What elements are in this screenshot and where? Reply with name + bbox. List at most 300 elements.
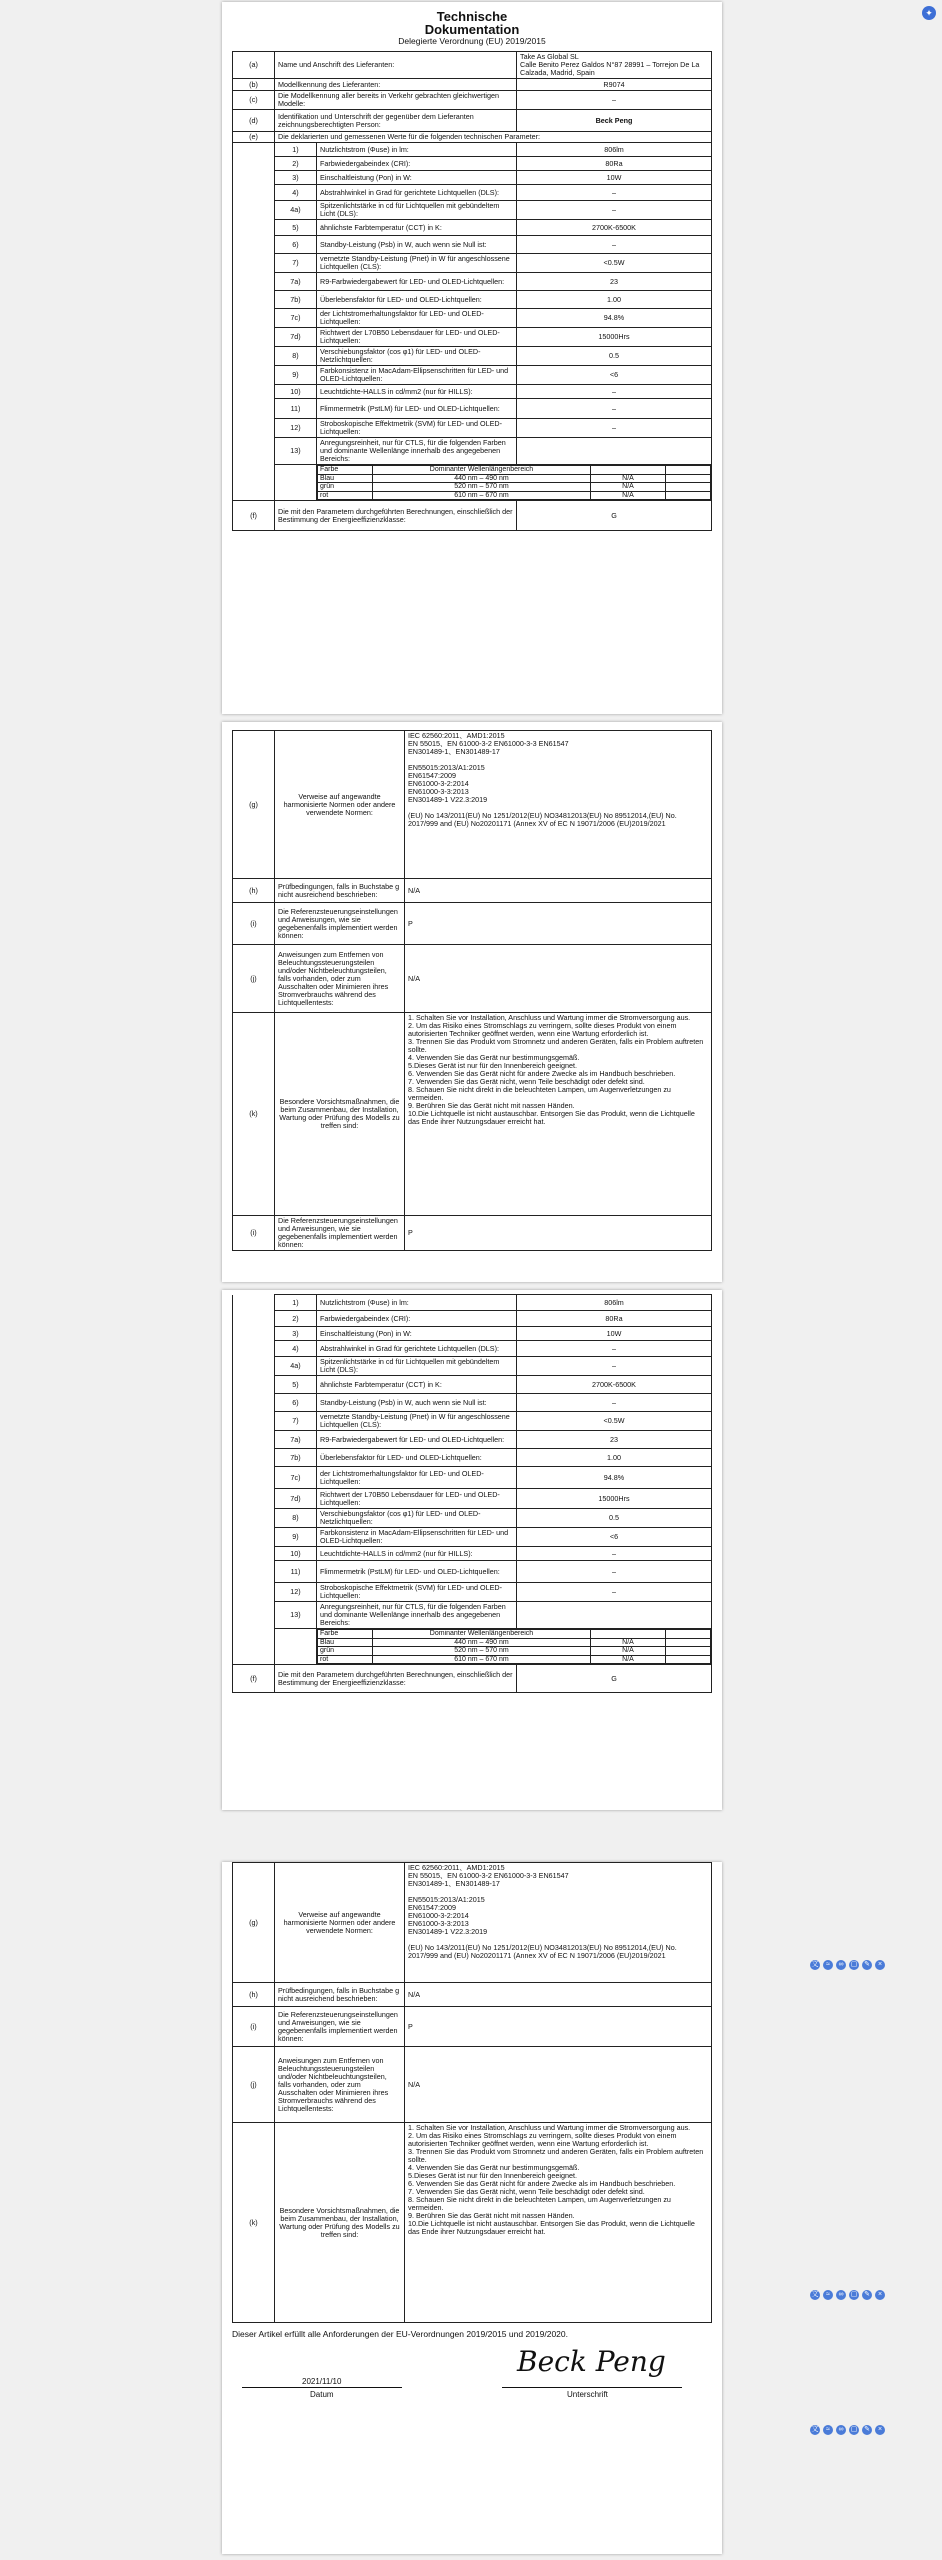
table-cell: [233, 1431, 275, 1449]
table-cell: [233, 465, 275, 501]
param-number: 8): [275, 1509, 317, 1528]
table-cell: [275, 465, 317, 501]
param-row: [233, 1357, 712, 1376]
range-header: Dominanter Wellenlängenbereich: [373, 1630, 591, 1639]
spec-row: [233, 1013, 712, 1216]
row-label: Die deklarierten und gemessenen Werte für die folgenden technischen Parameter:: [275, 132, 712, 143]
param-value: <6: [517, 366, 712, 385]
param-row: [233, 1431, 712, 1449]
param-value: 806lm: [517, 143, 712, 157]
param-value: <0.5W: [517, 254, 712, 273]
title-line-2: Dokumentation: [424, 22, 520, 37]
table-cell: [233, 1629, 275, 1665]
param-label: Farbkonsistenz in MacAdam-Ellipsenschritten für LED- und OLED-Lichtquellen:: [317, 1528, 517, 1547]
row-label: Besondere Vorsichtsmaßnahmen, die beim Zusammenbau, der Installation, Wartung oder Prüfung des Modells zu treffen sind:: [275, 2123, 405, 2323]
param-label: Spitzenlichtstärke in cd für Lichtquellen mit gebündeltem Licht (DLS):: [317, 1357, 517, 1376]
row-label: Die mit den Parametern durchgeführten Berechnungen, einschließlich der Bestimmung der Energieeffizienzklasse:: [275, 1665, 517, 1693]
color-name: Blau: [318, 474, 373, 483]
row-value: N/A: [405, 879, 712, 903]
color-name: rot: [318, 491, 373, 500]
spec-row: [233, 731, 712, 879]
color-header: Farbe: [318, 1630, 373, 1639]
param-number: 8): [275, 347, 317, 366]
color-name: grün: [318, 483, 373, 492]
close-icon[interactable]: ×: [875, 2425, 885, 2435]
param-row: [233, 1449, 712, 1467]
color-range: 610 nm – 670 nm: [373, 1655, 591, 1664]
table-cell: [233, 1583, 275, 1602]
row-label: Verweise auf angewandte harmonisierte Normen oder andere verwendete Normen:: [275, 1863, 405, 1983]
row-value: IEC 62560:2011、AMD1:2015 EN 55015、EN 61000-3-2 EN61000-3-3 EN61547 EN301489-1、EN301489-17 EN55015:2013/A1:2015 EN61547:2009 EN61000-3-2:2014 EN61000-3-3:2013 EN301489-1 V22.3:2019 (EU) No 143/2011(EU) No 1251/2012(EU) NO34812013(EU) No 89512014,(EU) No. 2017/999 and (EU) No20201171 (Annex XV of EC N 19071/2006 (EU)2019/2021: [405, 1863, 712, 1983]
translate-tool-icon[interactable]: 文: [811, 1961, 819, 1968]
param-label: Anregungsreinheit, nur für CTLS, für die folgenden Farben und dominante Wellenlänge innerhalb des angegebenen Bereichs:: [317, 1602, 517, 1629]
color-name: rot: [318, 1655, 373, 1664]
table-cell: [233, 171, 275, 185]
param-number: 10): [275, 385, 317, 399]
table-cell: [233, 347, 275, 366]
link-icon[interactable]: ∞: [836, 2290, 846, 2300]
spec-table-page-4: [232, 1862, 712, 2323]
spec-row: [233, 945, 712, 1013]
param-label: der Lichtstromerhaltungsfaktor für LED- und OLED-Lichtquellen:: [317, 1467, 517, 1489]
table-cell: [233, 201, 275, 220]
param-label: Standby-Leistung (Psb) in W, auch wenn sie Null ist:: [317, 1394, 517, 1412]
document-page-3: [222, 1290, 722, 1810]
row-value: Beck Peng: [517, 110, 712, 132]
title-line-1: Technische: [436, 9, 508, 24]
param-label: R9-Farbwiedergabewert für LED- und OLED-Lichtquellen:: [317, 273, 517, 291]
param-label: Nutzlichtstrom (Φuse) in lm:: [317, 1295, 517, 1311]
table-cell: [666, 483, 711, 492]
param-label: Stroboskopische Effektmetrik (SVM) für LED- und OLED-Lichtquellen:: [317, 419, 517, 438]
row-key: (i): [233, 2007, 275, 2047]
table-cell: [233, 1327, 275, 1341]
row-label: Die Referenzsteuerungseinstellungen und Anweisungen, wie sie gegebenenfalls implementiert werden können:: [275, 903, 405, 945]
link-icon[interactable]: ∞: [836, 1960, 846, 1970]
table-cell: [233, 157, 275, 171]
param-number: 13): [275, 438, 317, 465]
param-label: Standby-Leistung (Psb) in W, auch wenn sie Null ist:: [317, 236, 517, 254]
param-number: 9): [275, 366, 317, 385]
param-number: 12): [275, 419, 317, 438]
table-cell: [233, 309, 275, 328]
param-label: Abstrahlwinkel in Grad für gerichtete Lichtquellen (DLS):: [317, 185, 517, 201]
wifi-icon[interactable]: ≈: [823, 1960, 833, 1970]
color-value: N/A: [591, 1647, 666, 1656]
close-icon[interactable]: ×: [875, 2290, 885, 2300]
row-key: (c): [233, 91, 275, 110]
param-label: Leuchtdichte-HALLS in cd/mm2 (nur für HILLS):: [317, 385, 517, 399]
row-value: P: [405, 903, 712, 945]
document-page-2: [222, 722, 722, 1282]
param-value: 10W: [517, 1327, 712, 1341]
spec-row: [233, 501, 712, 531]
translate-tool-icon[interactable]: 文: [811, 2426, 819, 2433]
param-number: 4a): [275, 1357, 317, 1376]
param-row: [233, 1341, 712, 1357]
param-value: 2700K-6500K: [517, 220, 712, 236]
param-value: <0.5W: [517, 1412, 712, 1431]
spec-row: [233, 52, 712, 79]
color-table-row: [233, 465, 712, 501]
copy-icon[interactable]: ▢: [850, 2426, 858, 2433]
spec-table-page-2: [232, 730, 712, 1251]
param-number: 4a): [275, 201, 317, 220]
param-value: 0.5: [517, 1509, 712, 1528]
param-value: 2700K-6500K: [517, 1376, 712, 1394]
param-number: 9): [275, 1528, 317, 1547]
color-name: Blau: [318, 1638, 373, 1647]
table-cell: [233, 1467, 275, 1489]
table-cell: [233, 1489, 275, 1509]
table-cell: [666, 1630, 711, 1639]
param-row: [233, 1602, 712, 1629]
param-value: 0.5: [517, 347, 712, 366]
edit-icon[interactable]: ✎: [862, 1960, 872, 1970]
table-cell: [233, 291, 275, 309]
range-header: Dominanter Wellenlängenbereich: [373, 466, 591, 475]
param-label: ähnlichste Farbtemperatur (CCT) in K:: [317, 220, 517, 236]
param-row: [233, 1311, 712, 1327]
color-name: grün: [318, 1647, 373, 1656]
signature-line: [502, 2387, 682, 2388]
color-value: N/A: [591, 1655, 666, 1664]
color-table-row: [233, 1629, 712, 1665]
spec-row: [233, 110, 712, 132]
table-cell: [666, 466, 711, 475]
table-cell: [666, 1638, 711, 1647]
param-row: [233, 1489, 712, 1509]
spec-table-page-1: [232, 51, 712, 531]
table-cell: [233, 399, 275, 419]
translate-tool-icon[interactable]: 文: [811, 2291, 819, 2298]
param-row: [233, 171, 712, 185]
param-number: 13): [275, 1602, 317, 1629]
spec-row: [233, 2047, 712, 2123]
table-cell: [233, 143, 275, 157]
param-number: 6): [275, 1394, 317, 1412]
row-key: (h): [233, 1983, 275, 2007]
param-row: [233, 1509, 712, 1528]
side-toolbar-3[interactable]: [810, 2425, 885, 2435]
row-value: R9074: [517, 79, 712, 91]
param-number: 3): [275, 1327, 317, 1341]
row-label: Besondere Vorsichtsmaßnahmen, die beim Zusammenbau, der Installation, Wartung oder Prüfung des Modells zu treffen sind:: [275, 1013, 405, 1216]
param-row: [233, 385, 712, 399]
row-label: Verweise auf angewandte harmonisierte Normen oder andere verwendete Normen:: [275, 731, 405, 879]
param-label: Einschaltleistung (Pon) in W:: [317, 1327, 517, 1341]
param-number: 1): [275, 143, 317, 157]
param-value: [517, 1602, 712, 1629]
param-number: 5): [275, 1376, 317, 1394]
param-label: Anregungsreinheit, nur für CTLS, für die folgenden Farben und dominante Wellenlänge innerhalb des angegebenen Bereichs:: [317, 438, 517, 465]
color-range: 610 nm – 670 nm: [373, 491, 591, 500]
param-number: 7d): [275, 1489, 317, 1509]
param-number: 7b): [275, 291, 317, 309]
row-key: (k): [233, 1013, 275, 1216]
param-number: 7c): [275, 309, 317, 328]
param-label: ähnlichste Farbtemperatur (CCT) in K:: [317, 1376, 517, 1394]
param-value: –: [517, 236, 712, 254]
row-label: Identifikation und Unterschrift der gegenüber dem Lieferanten zeichnungsberechtigten Person:: [275, 110, 517, 132]
param-value: 23: [517, 1431, 712, 1449]
spec-table-page-3: [232, 1294, 712, 1693]
signature-image: Beck Peng: [517, 2345, 666, 2378]
table-cell: [233, 366, 275, 385]
param-row: [233, 347, 712, 366]
table-cell: [666, 474, 711, 483]
param-label: Verschiebungsfaktor (cos φ1) für LED- und OLED-Netzlichtquellen:: [317, 1509, 517, 1528]
table-cell: [233, 1311, 275, 1327]
subtitle: Delegierte Verordnung (EU) 2019/2015: [398, 36, 546, 46]
param-row: [233, 1547, 712, 1561]
param-value: 1.00: [517, 291, 712, 309]
param-label: Farbwiedergabeindex (CRI):: [317, 1311, 517, 1327]
param-row: [233, 328, 712, 347]
color-value: N/A: [591, 483, 666, 492]
table-cell: [233, 1394, 275, 1412]
row-value: N/A: [405, 945, 712, 1013]
row-value: N/A: [405, 1983, 712, 2007]
row-label: Prüfbedingungen, falls in Buchstabe g nicht ausreichend beschrieben:: [275, 879, 405, 903]
param-row: [233, 220, 712, 236]
row-key: (e): [233, 132, 275, 143]
param-label: Flimmermetrik (PstLM) für LED- und OLED-Lichtquellen:: [317, 1561, 517, 1583]
row-value: –: [517, 91, 712, 110]
row-key: (h): [233, 879, 275, 903]
table-cell: [317, 1629, 712, 1665]
row-value: G: [517, 501, 712, 531]
param-row: [233, 309, 712, 328]
table-cell: [233, 1341, 275, 1357]
param-value: 23: [517, 273, 712, 291]
param-row: [233, 1583, 712, 1602]
table-cell: [233, 236, 275, 254]
spec-row: [233, 1983, 712, 2007]
param-value: 94.8%: [517, 1467, 712, 1489]
table-cell: [233, 273, 275, 291]
row-key: (j): [233, 945, 275, 1013]
row-value: 1. Schalten Sie vor Installation, Anschluss und Wartung immer die Stromversorgung aus. 2. Um das Risiko eines Stromschlags zu verringern, sollte dieses Produkt von einem autorisierten Techniker geöffnet werden, wenn eine Wartung erforderlich ist. 3. Trennen Sie das Produkt vom Stromnetz und anderen Geräten, falls ein Problem auftreten sollte. 4. Verwenden Sie das Gerät nur bestimmungsgemäß. 5.Dieses Gerät ist nur für den Innenbereich geeignet. 6. Verwenden Sie das Gerät nicht für andere Zwecke als im Handbuch beschrieben. 7. Verwenden Sie das Gerät nicht, wenn Teile beschädigt oder defekt sind. 8. Schauen Sie nicht direkt in die beleuchteten Lampen, um Augenverletzungen zu vermeiden. 9. Berühren Sie das Gerät nicht mit nassen Händen. 10.Die Lichtquelle ist nicht austauschbar. Entsorgen Sie das Produkt, wenn die Lichtquelle das Ende ihrer Nutzungsdauer erreicht hat.: [405, 2123, 712, 2323]
edit-icon[interactable]: ✎: [862, 2425, 872, 2435]
spec-row: [233, 2123, 712, 2323]
param-label: Nutzlichtstrom (Φuse) in lm:: [317, 143, 517, 157]
table-cell: [233, 419, 275, 438]
param-number: 4): [275, 185, 317, 201]
param-label: Überlebensfaktor für LED- und OLED-Lichtquellen:: [317, 1449, 517, 1467]
color-range: 440 nm – 490 nm: [373, 1638, 591, 1647]
param-row: [233, 157, 712, 171]
param-row: [233, 291, 712, 309]
row-key: (f): [233, 1665, 275, 1693]
param-value: –: [517, 419, 712, 438]
table-cell: [233, 1412, 275, 1431]
row-value: N/A: [405, 2047, 712, 2123]
color-value: N/A: [591, 474, 666, 483]
side-toolbar-2[interactable]: [810, 2290, 885, 2300]
row-value: Take As Global SL Calle Benito Perez Galdos N°87 28991 – Torrejon De La Calzada, Madrid, Spain: [517, 52, 712, 79]
signature-label: Unterschrift: [567, 2390, 608, 2399]
table-cell: [233, 1547, 275, 1561]
table-cell: [233, 1295, 275, 1311]
param-label: Leuchtdichte-HALLS in cd/mm2 (nur für HILLS):: [317, 1547, 517, 1561]
param-row: [233, 438, 712, 465]
table-cell: [233, 328, 275, 347]
copy-icon[interactable]: ▢: [850, 2291, 858, 2298]
translate-icon[interactable]: ✦: [922, 6, 936, 20]
param-value: 80Ra: [517, 157, 712, 171]
param-row: [233, 1412, 712, 1431]
param-value: –: [517, 1583, 712, 1602]
param-number: 10): [275, 1547, 317, 1561]
param-row: [233, 1528, 712, 1547]
color-value: N/A: [591, 1638, 666, 1647]
spec-row: [233, 1863, 712, 1983]
param-row: [233, 1295, 712, 1311]
param-label: Stroboskopische Effektmetrik (SVM) für LED- und OLED-Lichtquellen:: [317, 1583, 517, 1602]
param-row: [233, 254, 712, 273]
row-label: Anweisungen zum Entfernen von Beleuchtungssteuerungsteilen und/oder Nichtbeleuchtungsteilen, falls vorhanden, oder zum Ausschalten oder Minimieren ihres Stromverbrauchs während des Lichtquellentests:: [275, 2047, 405, 2123]
wifi-icon[interactable]: ≈: [823, 2290, 833, 2300]
param-number: 5): [275, 220, 317, 236]
param-value: –: [517, 1394, 712, 1412]
color-range: 520 nm – 570 nm: [373, 483, 591, 492]
table-cell: [666, 1655, 711, 1664]
row-key: (k): [233, 2123, 275, 2323]
spec-row: [233, 132, 712, 143]
param-number: 6): [275, 236, 317, 254]
table-cell: [233, 1357, 275, 1376]
row-value: P: [405, 1216, 712, 1251]
table-cell: [233, 385, 275, 399]
param-label: Richtwert der L70B50 Lebensdauer für LED- und OLED-Lichtquellen:: [317, 328, 517, 347]
param-row: [233, 1467, 712, 1489]
spec-row: [233, 79, 712, 91]
row-label: Die Referenzsteuerungseinstellungen und Anweisungen, wie sie gegebenenfalls implementiert werden können:: [275, 2007, 405, 2047]
color-table: [317, 1629, 711, 1664]
param-row: [233, 1394, 712, 1412]
param-value: –: [517, 1357, 712, 1376]
param-number: 7c): [275, 1467, 317, 1489]
param-number: 11): [275, 1561, 317, 1583]
param-number: 4): [275, 1341, 317, 1357]
row-key: (i): [233, 903, 275, 945]
row-value: IEC 62560:2011、AMD1:2015 EN 55015、EN 61000-3-2 EN61000-3-3 EN61547 EN301489-1、EN301489-17 EN55015:2013/A1:2015 EN61547:2009 EN61000-3-2:2014 EN61000-3-3:2013 EN301489-1 V22.3:2019 (EU) No 143/2011(EU) No 1251/2012(EU) NO34812013(EU) No 89512014,(EU) No. 2017/999 and (EU) No20201171 (Annex XV of EC N 19071/2006 (EU)2019/2021: [405, 731, 712, 879]
param-label: Farbkonsistenz in MacAdam-Ellipsenschritten für LED- und OLED-Lichtquellen:: [317, 366, 517, 385]
table-cell: [233, 1528, 275, 1547]
table-cell: [233, 438, 275, 465]
color-table: [317, 465, 711, 500]
spec-row: [233, 903, 712, 945]
param-label: Spitzenlichtstärke in cd für Lichtquellen mit gebündeltem Licht (DLS):: [317, 201, 517, 220]
row-label: Die mit den Parametern durchgeführten Berechnungen, einschließlich der Bestimmung der Energieeffizienzklasse:: [275, 501, 517, 531]
param-label: vernetzte Standby-Leistung (Pnet) in W für angeschlossene Lichtquellen (CLS):: [317, 254, 517, 273]
param-label: R9-Farbwiedergabewert für LED- und OLED-Lichtquellen:: [317, 1431, 517, 1449]
param-row: [233, 1327, 712, 1341]
compliance-statement: Dieser Artikel erfüllt alle Anforderungen der EU-Verordnungen 2019/2015 und 2019/2020.: [232, 2329, 568, 2339]
param-value: –: [517, 1547, 712, 1561]
copy-icon[interactable]: ▢: [850, 1961, 858, 1968]
color-range: 440 nm – 490 nm: [373, 474, 591, 483]
table-cell: [233, 1509, 275, 1528]
document-page-4: [222, 1862, 722, 2554]
param-row: [233, 273, 712, 291]
param-number: 3): [275, 171, 317, 185]
param-row: [233, 399, 712, 419]
table-cell: [666, 1647, 711, 1656]
param-number: 12): [275, 1583, 317, 1602]
table-cell: [233, 1602, 275, 1629]
param-value: 806lm: [517, 1295, 712, 1311]
link-icon[interactable]: ∞: [836, 2425, 846, 2435]
table-cell: [591, 466, 666, 475]
row-value: P: [405, 2007, 712, 2047]
param-label: Einschaltleistung (Pon) in W:: [317, 171, 517, 185]
row-key: (d): [233, 110, 275, 132]
param-label: vernetzte Standby-Leistung (Pnet) in W für angeschlossene Lichtquellen (CLS):: [317, 1412, 517, 1431]
param-value: –: [517, 185, 712, 201]
param-label: Abstrahlwinkel in Grad für gerichtete Lichtquellen (DLS):: [317, 1341, 517, 1357]
param-row: [233, 1561, 712, 1583]
param-number: 2): [275, 157, 317, 171]
edit-icon[interactable]: ✎: [862, 2290, 872, 2300]
row-label: Anweisungen zum Entfernen von Beleuchtungssteuerungsteilen und/oder Nichtbeleuchtungsteilen, falls vorhanden, oder zum Ausschalten oder Minimieren ihres Stromverbrauchs während des Lichtquellentests:: [275, 945, 405, 1013]
param-number: 2): [275, 1311, 317, 1327]
row-key: (f): [233, 501, 275, 531]
param-label: Flimmermetrik (PstLM) für LED- und OLED-Lichtquellen:: [317, 399, 517, 419]
table-cell: [275, 1629, 317, 1665]
color-value: N/A: [591, 491, 666, 500]
row-value: G: [517, 1665, 712, 1693]
param-row: [233, 1376, 712, 1394]
row-key: (g): [233, 731, 275, 879]
param-value: 15000Hrs: [517, 328, 712, 347]
spec-row: [233, 1216, 712, 1251]
row-label: Name und Anschrift des Lieferanten:: [275, 52, 517, 79]
table-cell: [317, 465, 712, 501]
row-label: Modellkennung des Lieferanten:: [275, 79, 517, 91]
table-cell: [666, 491, 711, 500]
row-label: Prüfbedingungen, falls in Buchstabe g nicht ausreichend beschrieben:: [275, 1983, 405, 2007]
param-value: –: [517, 1341, 712, 1357]
table-cell: [233, 254, 275, 273]
date-line: [242, 2387, 402, 2388]
side-toolbar-1[interactable]: [810, 1960, 885, 1970]
param-value: 15000Hrs: [517, 1489, 712, 1509]
document-title: [232, 10, 712, 46]
param-value: 94.8%: [517, 309, 712, 328]
spec-row: [233, 91, 712, 110]
param-value: –: [517, 1561, 712, 1583]
row-key: (b): [233, 79, 275, 91]
param-number: 7a): [275, 273, 317, 291]
close-icon[interactable]: ×: [875, 1960, 885, 1970]
param-number: 7b): [275, 1449, 317, 1467]
spec-row: [233, 1665, 712, 1693]
param-row: [233, 419, 712, 438]
row-value: 1. Schalten Sie vor Installation, Anschluss und Wartung immer die Stromversorgung aus. 2. Um das Risiko eines Stromschlags zu verringern, sollte dieses Produkt von einem autorisierten Techniker geöffnet werden, wenn eine Wartung erforderlich ist. 3. Trennen Sie das Produkt vom Stromnetz und anderen Geräten, falls ein Problem auftreten sollte. 4. Verwenden Sie das Gerät nur bestimmungsgemäß. 5.Dieses Gerät ist nur für den Innenbereich geeignet. 6. Verwenden Sie das Gerät nicht für andere Zwecke als im Handbuch beschrieben. 7. Verwenden Sie das Gerät nicht, wenn Teile beschädigt oder defekt sind. 8. Schauen Sie nicht direkt in die beleuchteten Lampen, um Augenverletzungen zu vermeiden. 9. Berühren Sie das Gerät nicht mit nassen Händen. 10.Die Lichtquelle ist nicht austauschbar. Entsorgen Sie das Produkt, wenn die Lichtquelle das Ende ihrer Nutzungsdauer erreicht hat.: [405, 1013, 712, 1216]
wifi-icon[interactable]: ≈: [823, 2425, 833, 2435]
spec-row: [233, 2007, 712, 2047]
param-label: Verschiebungsfaktor (cos φ1) für LED- und OLED-Netzlichtquellen:: [317, 347, 517, 366]
param-number: 1): [275, 1295, 317, 1311]
param-value: 10W: [517, 171, 712, 185]
color-header: Farbe: [318, 466, 373, 475]
date-label: Datum: [310, 2390, 334, 2399]
table-cell: [233, 1449, 275, 1467]
param-number: 7): [275, 1412, 317, 1431]
param-row: [233, 185, 712, 201]
